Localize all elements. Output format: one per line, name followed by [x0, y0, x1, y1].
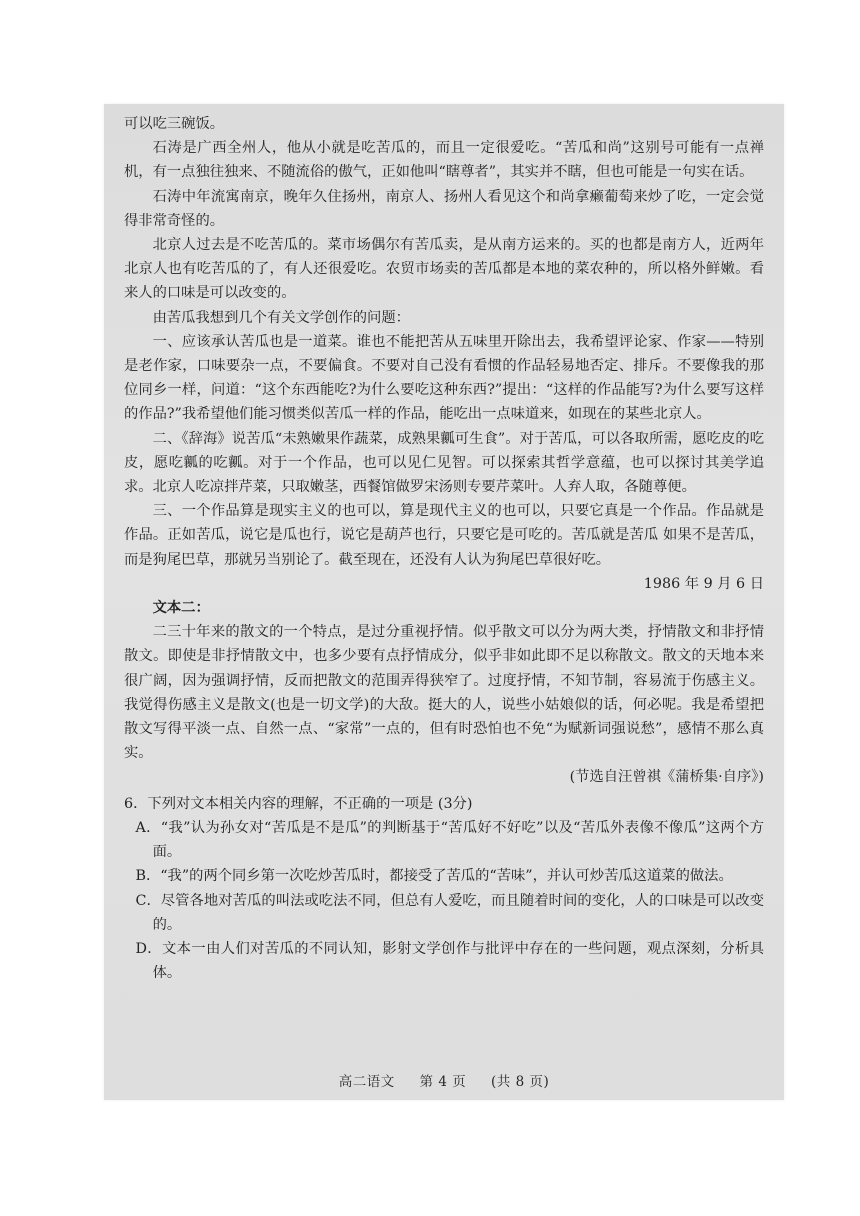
footer-total-pages: (共 8 页) [491, 1074, 550, 1090]
footer-subject: 高二语文 [338, 1074, 395, 1090]
exam-sheet [104, 104, 784, 1100]
text2-paragraph: 二三十年来的散文的一个特点，是过分重视抒情。似乎散文可以分为两大类，抒情散文和非抒情散文。即使是非抒情散文中，也多少要有点抒情成分，似乎非如此即不足以称散文。散文的天地本来很广阔，因为强调抒情，反而把散文的范围弄得狭窄了。过度抒情，不知节制，容易流于伤感主义。我觉得伤感主义是散文(也是一切文学)的大敌。挺大的人，说些小姑娘似的话，何必呢。我是希望把散文写得平淡一点、自然一点、“家常”一点的，但有时恐怕也不免“为赋新词强说愁”，感情不那么真实。 [124, 624, 764, 762]
paragraph-5: 一、应该承认苦瓜也是一道菜。谁也不能把苦从五味里开除出去，我希望评论家、作家——特别是老作家，口味要杂一点，不要偏食。不要对自己没有看惯的作品轻易地否定、排斥。不要像我的那位同乡一样，问道：“这个东西能吃?为什么要吃这种东西?”提出：“这样的作品能写?为什么要写这样的作品?”我希望他们能习惯类似苦瓜一样的作品，能吃出一点味道来，如现在的某些北京人。 [124, 333, 764, 423]
option-a: A．“我”认为孙女对“苦瓜是不是瓜”的判断基于“苦瓜好不好吃”以及“苦瓜外表像不像瓜”这两个方面。 [135, 819, 764, 861]
paragraph-4: 由苦瓜我想到几个有关文学创作的问题： [152, 309, 410, 326]
paragraph-6: 二、《辞海》说苦瓜“未熟嫩果作蔬菜，成熟果瓤可生食”。对于苦瓜，可以各取所需，愿吃皮的吃皮，愿吃瓤的吃瓤。对于一个作品，也可以见仁见智。可以探索其哲学意蕴，也可以探讨其美学追求。北京人吃凉拌芹菜，只取嫩茎，西餐馆做罗宋汤则专要芹菜叶。人弃人取，各随尊便。 [124, 430, 764, 496]
option-b: B．“我”的两个同乡第一次吃炒苦瓜时，都接受了苦瓜的“苦味”，并认可炒苦瓜这道菜的做法。 [135, 868, 733, 885]
paragraph-7: 三、一个作品算是现实主义的也可以，算是现代主义的也可以，只要它真是一个作品。作品就是作品。正如苦瓜，说它是瓜也行，说它是葫芦也行，只要它是可吃的。苦瓜就是苦瓜 如果不是苦瓜，而是狗尾巴草，那就另当别论了。截至现在，还没有人认为狗尾巴草很好吃。 [124, 503, 764, 568]
text2-source: (节选自汪曾祺《蒲桥集·自序》) [569, 769, 764, 786]
question-stem: 6．下列对文本相关内容的理解，不正确的一项是 (3分) [124, 795, 473, 812]
paragraph-2: 石涛中年流寓南京，晚年久住扬州，南京人、扬州人看见这个和尚拿癞葡萄来炒了吃，一定会觉得非常奇怪的。 [124, 188, 764, 229]
essay-date: 1986 年 9 月 6 日 [643, 575, 764, 592]
page-footer [104, 1070, 784, 1090]
paragraph-0: 可以吃三碗饭。 [124, 116, 225, 132]
footer-page-number: 第 4 页 [419, 1074, 467, 1090]
option-c: C．尽管各地对苦瓜的叫法或吃法不同，但总有人爱吃，而且随着时间的变化，人的口味是可以改变的。 [135, 892, 764, 933]
paragraph-3: 北京人过去是不吃苦瓜的。菜市场偶尔有苦瓜卖，是从南方运来的。买的也都是南方人，近两年北京人也有吃苦瓜的了，有人还很爱吃。农贸市场卖的苦瓜都是本地的菜农种的，所以格外鲜嫩。看来人的口味是可以改变的。 [124, 237, 764, 302]
paragraph-1: 石涛是广西全州人，他从小就是吃苦瓜的，而且一定很爱吃。“苦瓜和尚”这别号可能有一点禅机，有一点独往独来、不随流俗的傲气，正如他叫“瞎尊者”，其实并不瞎，但也可能是一句实在话。 [124, 140, 764, 181]
text2-heading: 文本二： [152, 600, 210, 617]
option-d: D．文本一由人们对苦瓜的不同认知，影射文学创作与批评中存在的一些问题，观点深刻，分析具体。 [135, 940, 764, 982]
exam-content [124, 112, 764, 985]
